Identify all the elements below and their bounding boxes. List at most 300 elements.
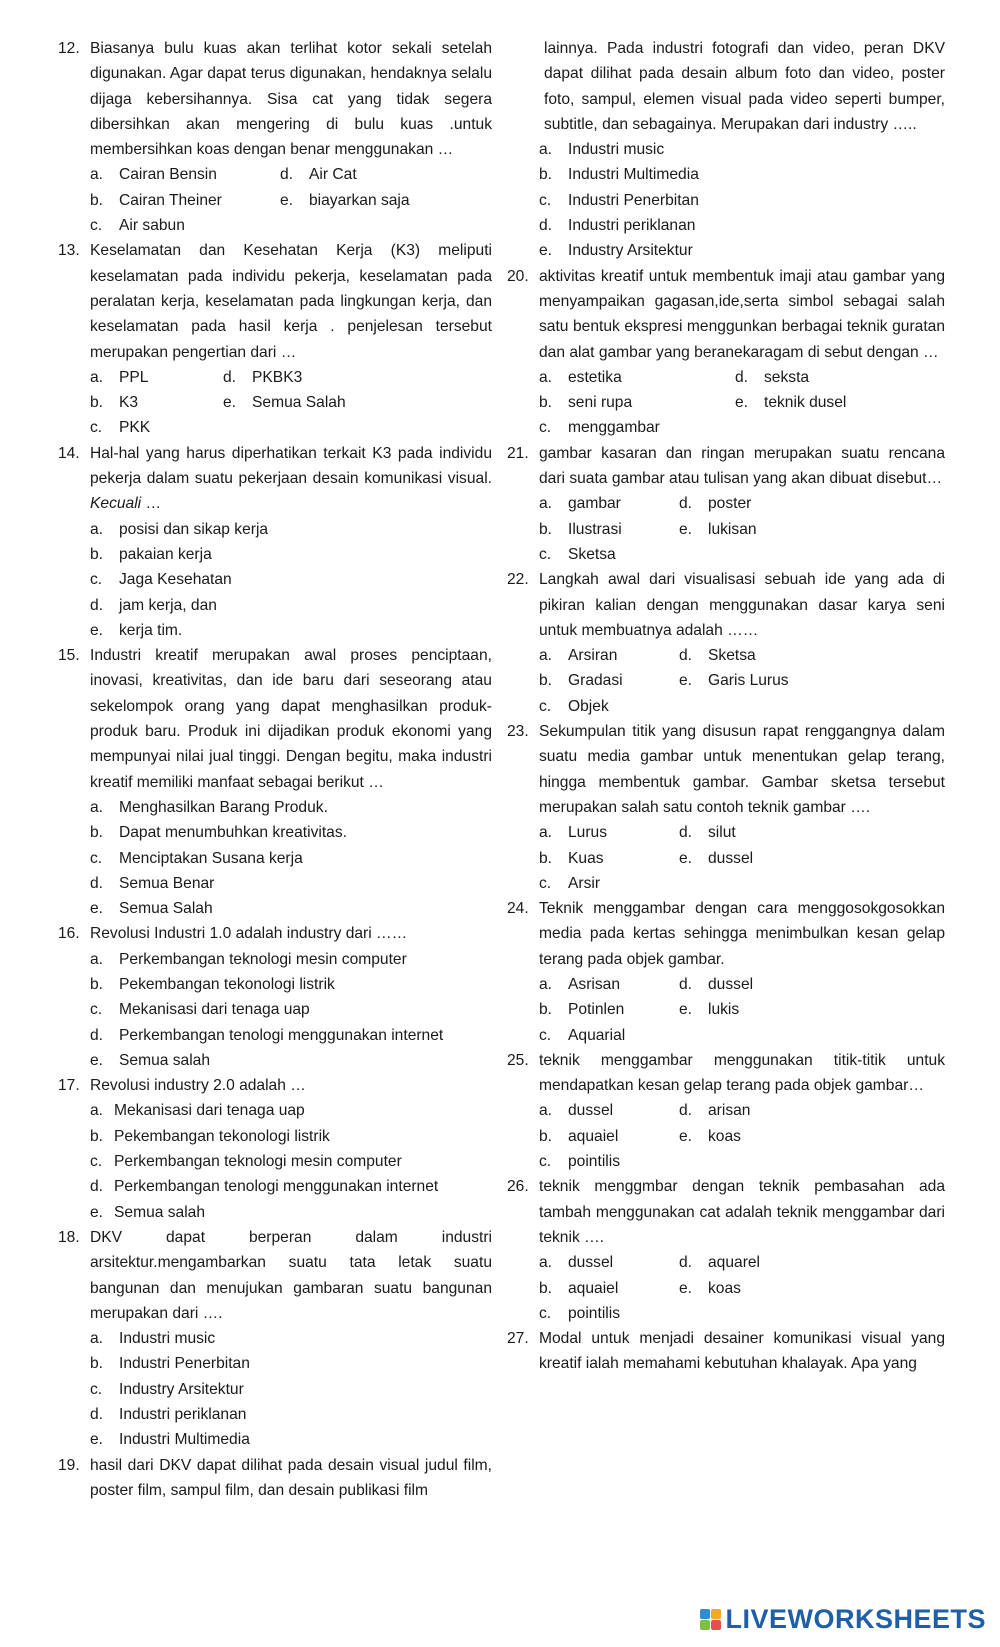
option-letter: b.	[90, 394, 104, 412]
option-item	[539, 871, 600, 896]
option-item	[90, 517, 268, 542]
option-text: Jaga Kesehatan	[119, 571, 232, 589]
option-letter: e.	[735, 394, 749, 412]
option-text: aquarel	[708, 1254, 761, 1272]
option-row	[90, 390, 492, 415]
option-letter: b.	[539, 1127, 553, 1145]
question-number: 17.	[58, 1077, 80, 1095]
option-row	[539, 1250, 945, 1275]
question	[507, 719, 945, 896]
question-text	[539, 441, 945, 492]
logo-text: LIVEWORKSHEETS	[725, 1604, 986, 1634]
question-text-body: Biasanya bulu kuas akan terlihat kotor sekali setelah digunakan. Agar dapat terus digunakan, hendaknya selalu dijaga kebersihannya. Sisa cat yang tidak segera dibersihkan akan mengering di bulu kuas .untuk membersihkan koas dengan benar menggunakan …	[90, 40, 492, 159]
option-row	[539, 365, 945, 390]
question-number: 12.	[58, 40, 80, 57]
option-letter: d.	[90, 1178, 104, 1196]
option-item	[679, 972, 753, 997]
option-letter: e.	[679, 849, 693, 867]
option-text: arisan	[708, 1102, 751, 1120]
option-item	[539, 162, 699, 187]
option-row	[539, 871, 945, 896]
option-letter: c.	[90, 1001, 103, 1019]
option-letter: e.	[679, 1127, 693, 1145]
option-item	[90, 162, 280, 187]
option-text: Industri music	[119, 1330, 216, 1348]
option-row	[90, 162, 492, 187]
option-row	[90, 365, 492, 390]
options-list	[58, 517, 492, 643]
options-list	[58, 365, 492, 441]
question-number: 23.	[507, 723, 529, 741]
option-item	[679, 668, 789, 693]
option-item	[280, 162, 357, 187]
option-item	[539, 517, 679, 542]
option-text: kerja tim.	[119, 621, 183, 639]
question-text	[539, 567, 945, 643]
options-list	[507, 820, 945, 896]
option-row	[90, 896, 492, 921]
option-letter: a.	[539, 141, 553, 159]
option-text: pakaian kerja	[119, 545, 212, 563]
option-row	[539, 517, 945, 542]
option-text: Pekembangan tekonologi listrik	[119, 975, 335, 993]
option-text: Arsir	[568, 874, 601, 892]
question-stem	[507, 1048, 945, 1099]
option-letter: a.	[539, 495, 553, 513]
question-text	[539, 1048, 945, 1099]
option-text: K3	[119, 394, 139, 412]
question	[507, 567, 945, 719]
option-row	[539, 213, 945, 238]
option-item	[679, 1124, 741, 1149]
options-list	[507, 972, 945, 1048]
question-text	[90, 36, 492, 162]
option-item	[679, 1276, 741, 1301]
option-row	[539, 820, 945, 845]
option-text: koas	[708, 1127, 741, 1145]
option-item	[539, 1276, 679, 1301]
question-stem	[507, 719, 945, 820]
option-letter: a.	[90, 1330, 104, 1348]
option-item	[90, 1124, 330, 1149]
option-text: Mekanisasi dari tenaga uap	[114, 1102, 305, 1120]
option-row	[539, 1301, 945, 1326]
option-letter: c.	[539, 419, 552, 437]
question-text	[539, 719, 945, 820]
option-row	[90, 1326, 492, 1351]
question-text-body: hasil dari DKV dapat dilihat pada desain visual judul film, poster film, sampul film, dan desain publikasi film	[90, 1456, 492, 1499]
option-row	[90, 1149, 492, 1174]
option-item	[539, 238, 693, 263]
option-text: Semua Benar	[119, 874, 215, 892]
option-row	[539, 1124, 945, 1149]
left-column	[58, 36, 492, 1503]
option-letter: a.	[539, 647, 553, 665]
option-text: Asrisan	[568, 975, 620, 993]
options-list	[58, 947, 492, 1073]
question-stem	[58, 1073, 492, 1098]
option-item	[539, 390, 735, 415]
option-text: Lurus	[568, 824, 608, 842]
question	[507, 1048, 945, 1174]
options-list	[58, 162, 492, 238]
option-letter: c.	[90, 217, 103, 235]
option-row	[539, 238, 945, 263]
question-text	[90, 238, 492, 364]
option-row	[90, 997, 492, 1022]
option-text: Perkembangan teknologi mesin computer	[114, 1153, 402, 1171]
option-item	[90, 997, 310, 1022]
options-list	[507, 1250, 945, 1326]
option-text: PKK	[119, 419, 151, 437]
option-text: PPL	[119, 368, 149, 386]
option-letter: d.	[679, 975, 693, 993]
option-text: pointilis	[568, 1304, 621, 1322]
option-item	[90, 795, 328, 820]
option-item	[679, 1098, 750, 1123]
option-item	[90, 593, 217, 618]
option-row	[539, 1276, 945, 1301]
option-letter: a.	[90, 950, 104, 968]
option-text: lukisan	[708, 520, 757, 538]
question-text	[539, 264, 945, 365]
question-stem	[58, 1453, 492, 1504]
option-item	[90, 542, 212, 567]
option-text: Perkembangan teknologi mesin computer	[119, 950, 407, 968]
option-text: aquaiel	[568, 1127, 619, 1145]
question-text-body: gambar kasaran dan ringan merupakan suatu rencana dari suata gambar atau tulisan yang akan dibuat disebut…	[539, 444, 945, 488]
question-number: 16.	[58, 925, 80, 943]
option-letter: e.	[90, 1431, 104, 1449]
option-item	[90, 1048, 210, 1073]
option-letter: e.	[679, 1279, 693, 1297]
option-text: posisi dan sikap kerja	[119, 520, 269, 538]
option-row	[539, 188, 945, 213]
option-item	[679, 846, 753, 871]
option-text: Sketsa	[708, 647, 756, 665]
question	[507, 1174, 945, 1326]
option-item	[539, 1301, 620, 1326]
question-number: 21.	[507, 444, 529, 462]
question-number: 27.	[507, 1330, 529, 1348]
option-letter: c.	[90, 849, 103, 867]
option-row	[90, 846, 492, 871]
question-text-body: teknik menggmbar dengan teknik pembasahan ada tambah menggunakan cat adalah teknik menggambar dari teknik ….	[539, 1178, 945, 1246]
option-row	[90, 1402, 492, 1427]
question-stem	[58, 921, 492, 946]
option-letter: b.	[90, 1127, 104, 1145]
option-letter: c.	[539, 191, 552, 209]
options-list	[58, 1098, 492, 1224]
question-text-body: Keselamatan dan Kesehatan Kerja (K3) meliputi keselamatan pada individu pekerja, keselamatan pada peralatan kerja, keselamatan pada lingkungan kerja, dan keselamatan pada hasil kerja . penjelesan tersebut merupakan pengertian dari …	[90, 242, 492, 361]
option-text: gambar	[568, 495, 621, 513]
question-stem	[58, 238, 492, 364]
option-text: lukis	[708, 1001, 740, 1019]
option-row	[90, 593, 492, 618]
liveworksheets-logo	[700, 1604, 986, 1635]
question	[58, 643, 492, 921]
question-text-body: Langkah awal dari visualisasi sebuah ide yang ada di pikiran kalian dengan menggunakan dasar karya seni untuk membuatnya adalah ……	[539, 571, 945, 639]
option-item	[90, 1351, 250, 1376]
question-19-continuation: lainnya. Pada industri fotografi dan video, peran DKV dapat dilihat pada desain album foto dan video, poster foto, sampul, elemen visual pada video seperti bumper, subtitle, dan sebagainya. Merupakan dari industry …..	[544, 40, 945, 133]
question-number: 18.	[58, 1228, 80, 1246]
option-letter: d.	[90, 1026, 104, 1044]
question-text-body: Revolusi industry 2.0 adalah …	[90, 1077, 306, 1095]
logo-square	[711, 1609, 721, 1619]
option-letter: e.	[90, 621, 104, 639]
option-row	[90, 1048, 492, 1073]
option-text: Objek	[568, 697, 609, 715]
option-item	[539, 668, 679, 693]
option-item	[223, 390, 346, 415]
option-row	[90, 567, 492, 592]
option-text: teknik dusel	[764, 394, 847, 412]
option-item	[735, 365, 809, 390]
option-item	[679, 1250, 760, 1275]
option-letter: a.	[90, 1102, 104, 1120]
option-row	[539, 846, 945, 871]
question-stem	[58, 441, 492, 517]
option-row	[90, 1377, 492, 1402]
option-letter: e.	[223, 394, 237, 412]
question-text	[90, 1073, 492, 1098]
option-row	[90, 213, 492, 238]
option-item	[539, 188, 699, 213]
option-row	[90, 795, 492, 820]
option-letter: c.	[90, 1153, 103, 1171]
question-number: 14.	[58, 444, 80, 462]
option-text: seni rupa	[568, 394, 633, 412]
question-emphasis: Kecuali	[90, 495, 142, 513]
option-row	[539, 1023, 945, 1048]
option-row	[90, 1174, 492, 1199]
question-text-body: DKV dapat berperan dalam industri arsitektur.mengambarkan suatu tata letak suatu bangunan dan menujukan gambaran suatu bangunan merupakan dari ….	[90, 1228, 492, 1322]
option-letter: d.	[280, 166, 294, 184]
option-letter: b.	[90, 191, 104, 209]
question-stem	[58, 1225, 492, 1326]
question	[58, 36, 492, 238]
option-row	[90, 1427, 492, 1452]
option-item	[539, 213, 695, 238]
option-letter: a.	[90, 368, 104, 386]
option-letter: e.	[280, 191, 294, 209]
option-item	[90, 618, 182, 643]
question-text-tail: …	[141, 495, 162, 513]
question-text	[539, 1326, 945, 1377]
option-text: estetika	[568, 368, 622, 386]
option-item	[735, 390, 846, 415]
option-row	[90, 871, 492, 896]
option-letter: c.	[90, 1380, 103, 1398]
option-text: Sketsa	[568, 545, 616, 563]
option-row	[539, 491, 945, 516]
question-stem	[58, 36, 492, 162]
option-letter: d.	[223, 368, 237, 386]
option-letter: a.	[539, 1102, 553, 1120]
question-stem	[507, 1326, 945, 1377]
question	[58, 238, 492, 440]
question-text	[539, 896, 945, 972]
option-row	[90, 1124, 492, 1149]
logo-square	[700, 1620, 710, 1630]
option-item	[539, 972, 679, 997]
option-text: dussel	[708, 975, 754, 993]
options-list	[507, 491, 945, 567]
option-letter: d.	[679, 495, 693, 513]
option-text: Industri Penerbitan	[568, 191, 699, 209]
option-letter: c.	[90, 419, 103, 437]
option-letter: b.	[90, 1355, 104, 1373]
question-text	[90, 1453, 492, 1504]
option-item	[90, 1149, 402, 1174]
option-item	[90, 1098, 305, 1123]
option-letter: e.	[90, 1203, 104, 1221]
option-letter: d.	[539, 217, 553, 235]
option-text: dussel	[708, 849, 754, 867]
option-text: Menghasilkan Barang Produk.	[119, 798, 328, 816]
option-letter: e.	[679, 672, 693, 690]
option-text: silut	[708, 824, 736, 842]
option-item	[539, 542, 616, 567]
option-row	[539, 390, 945, 415]
option-letter: a.	[90, 520, 104, 538]
option-item	[90, 415, 150, 440]
option-letter: b.	[90, 545, 104, 563]
option-item	[90, 1174, 438, 1199]
question	[507, 441, 945, 567]
question	[58, 441, 492, 643]
option-letter: b.	[539, 166, 553, 184]
question	[507, 896, 945, 1048]
option-item	[539, 365, 735, 390]
option-letter: a.	[539, 824, 553, 842]
question-text	[90, 921, 492, 946]
question-text	[90, 441, 492, 517]
option-letter: c.	[539, 1304, 552, 1322]
option-letter: d.	[679, 824, 693, 842]
option-row	[539, 997, 945, 1022]
question-text-body: Teknik menggambar dengan cara menggosokgosokkan media pada kertas sehingga menimbulkan kesan gelap terang pada objek gambar.	[539, 900, 945, 968]
logo-grid-icon	[700, 1609, 721, 1630]
logo-square	[711, 1620, 721, 1630]
option-letter: a.	[90, 798, 104, 816]
question-number: 20.	[507, 267, 529, 285]
question-stem	[507, 567, 945, 643]
option-item	[90, 567, 232, 592]
option-letter: d.	[679, 1102, 693, 1120]
option-row	[90, 1098, 492, 1123]
option-text: Potinlen	[568, 1001, 625, 1019]
option-text: seksta	[764, 368, 810, 386]
option-text: Industri periklanan	[119, 1406, 247, 1424]
option-item	[90, 896, 213, 921]
option-text: Industri Multimedia	[119, 1431, 250, 1449]
option-row	[539, 694, 945, 719]
option-item	[679, 997, 739, 1022]
option-letter: a.	[539, 975, 553, 993]
option-letter: b.	[539, 394, 553, 412]
options-list	[507, 1098, 945, 1174]
option-row	[539, 137, 945, 162]
option-letter: d.	[90, 874, 104, 892]
option-text: Ilustrasi	[568, 520, 622, 538]
option-text: Pekembangan tekonologi listrik	[114, 1127, 330, 1145]
question	[507, 1326, 945, 1377]
question	[507, 264, 945, 441]
option-text: jam kerja, dan	[119, 596, 217, 614]
question-number: 19.	[58, 1456, 80, 1474]
question-text-body: Revolusi Industri 1.0 adalah industry dari ……	[90, 925, 408, 943]
option-text: Semua Salah	[252, 394, 346, 412]
option-item	[539, 694, 609, 719]
option-letter: c.	[539, 874, 552, 892]
option-letter: b.	[539, 520, 553, 538]
option-text: Dapat menumbuhkan kreativitas.	[119, 824, 347, 842]
option-row	[90, 820, 492, 845]
option-row	[539, 668, 945, 693]
option-text: Menciptakan Susana kerja	[119, 849, 303, 867]
options-list	[58, 1326, 492, 1452]
option-item	[280, 188, 410, 213]
question	[58, 921, 492, 1073]
question-stem	[507, 264, 945, 365]
right-column	[507, 36, 945, 1377]
question-number: 22.	[507, 571, 529, 589]
option-text: Industri periklanan	[568, 217, 696, 235]
question-stem	[507, 441, 945, 492]
question	[58, 1073, 492, 1225]
option-letter: e.	[539, 242, 553, 260]
options-list	[58, 795, 492, 921]
option-row	[90, 517, 492, 542]
question-text-body: teknik menggambar menggunakan titik-titik untuk mendapatkan kesan gelap terang pada objek gambar…	[539, 1051, 945, 1095]
option-item	[90, 871, 214, 896]
option-text: Semua salah	[114, 1203, 206, 1221]
option-letter: b.	[539, 672, 553, 690]
question-stem	[507, 896, 945, 972]
question	[58, 1225, 492, 1453]
option-letter: d.	[90, 596, 104, 614]
option-item	[90, 1427, 250, 1452]
option-row	[90, 1351, 492, 1376]
option-row	[539, 415, 945, 440]
option-item	[90, 1377, 244, 1402]
option-letter: b.	[539, 1279, 553, 1297]
question-text	[90, 1225, 492, 1326]
option-text: Cairan Bensin	[119, 166, 217, 184]
option-item	[90, 1402, 246, 1427]
question-text-body: Modal untuk menjadi desainer komunikasi visual yang kreatif ialah memahami kebutuhan khalayak. Apa yang	[539, 1330, 945, 1373]
question-number: 25.	[507, 1051, 529, 1069]
option-letter: b.	[90, 975, 104, 993]
option-item	[90, 213, 185, 238]
option-text: menggambar	[568, 419, 660, 437]
option-text: PKBK3	[252, 368, 303, 386]
option-letter: d.	[679, 1254, 693, 1272]
options-list	[507, 365, 945, 441]
question-number: 24.	[507, 900, 529, 918]
question-text-body: aktivitas kreatif untuk membentuk imaji atau gambar yang menyampaikan gagasan,ide,serta simbol sebagai salah satu bentuk ekspresi menggunkan berbagai teknik guratan dan alat gambar yang beranekaragam di sebut dengan …	[539, 267, 945, 361]
option-text: biayarkan saja	[309, 191, 410, 209]
question-text	[90, 643, 492, 795]
option-item	[539, 846, 679, 871]
option-item	[223, 365, 302, 390]
option-item	[90, 947, 407, 972]
option-item	[90, 972, 335, 997]
option-text: Industri music	[568, 141, 665, 159]
option-letter: d.	[735, 368, 749, 386]
option-letter: e.	[679, 1001, 693, 1019]
